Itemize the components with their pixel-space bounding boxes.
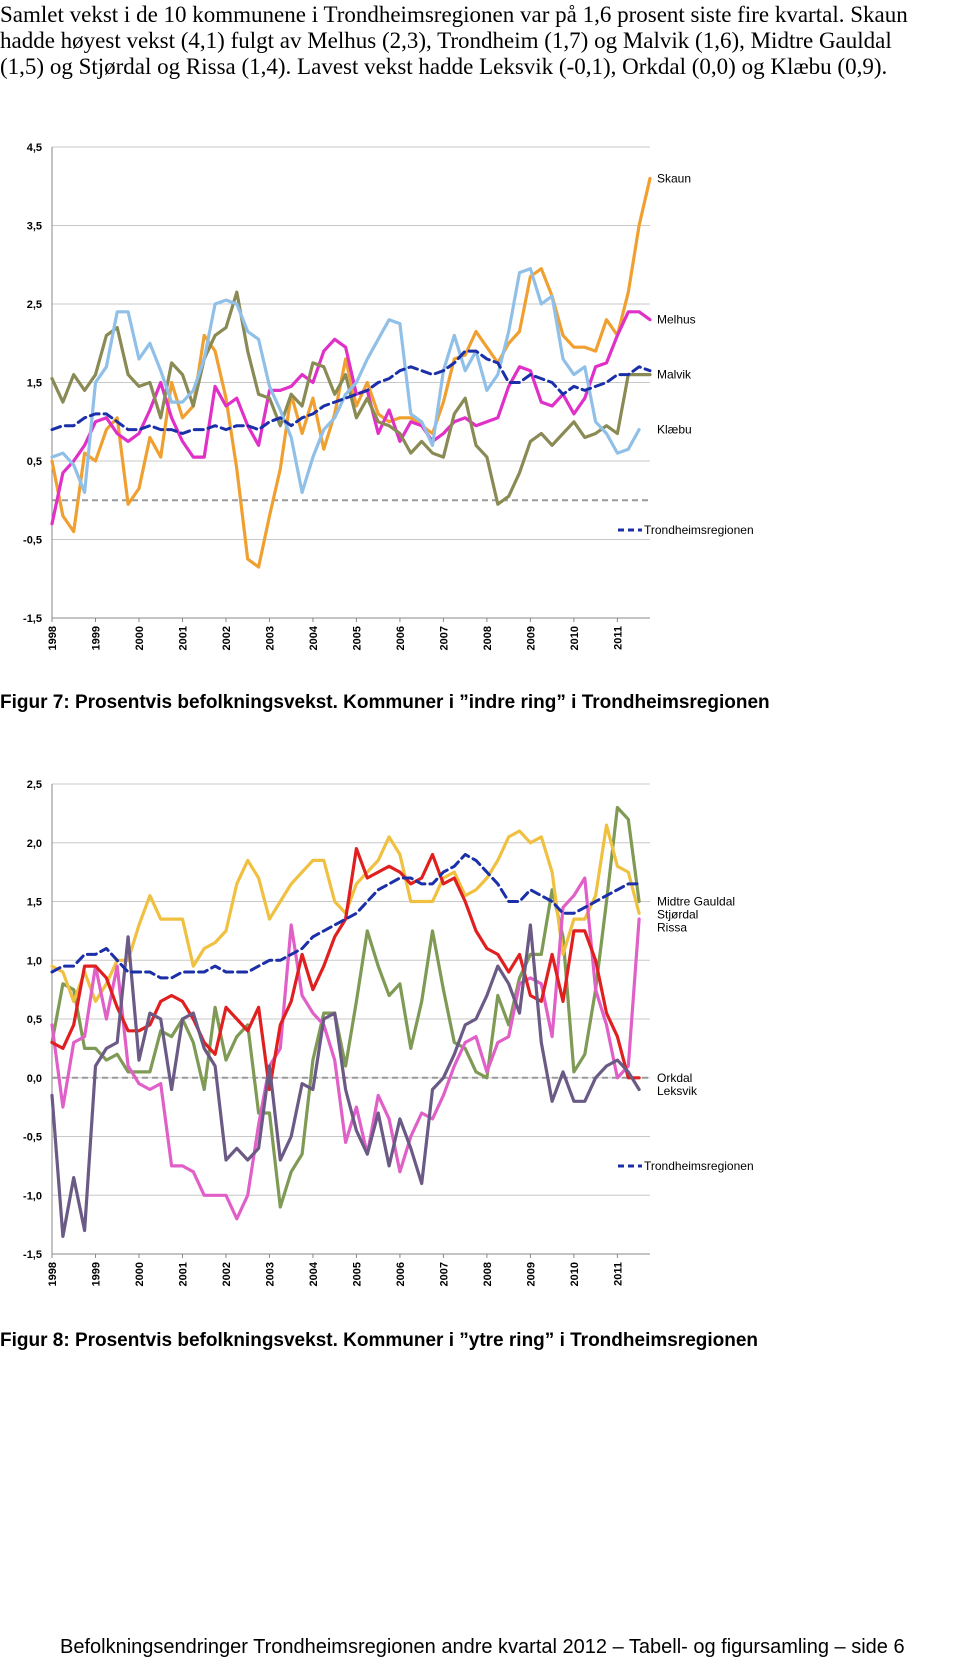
figure8-chart (0, 768, 960, 1318)
figure7-chart (0, 130, 960, 680)
x-tick-label: 2009 (525, 1262, 538, 1287)
y-tick-label: 1,0 (26, 955, 42, 968)
x-tick-label: 2007 (438, 626, 451, 651)
y-tick-label: 1,5 (26, 377, 42, 390)
x-tick-label: 2001 (177, 1262, 190, 1287)
x-tick-label: 2007 (438, 1262, 451, 1287)
x-tick-label: 2005 (351, 626, 364, 651)
series-label: Melhus (657, 312, 696, 327)
y-tick-label: 2,5 (26, 779, 42, 791)
x-tick-label: 2008 (481, 626, 494, 651)
intro-paragraph: Samlet vekst i de 10 kommunene i Trondheimsregionen var på 1,6 prosent siste fire kvartal. Skaun hadde høyest vekst (4,1) fulgt av Melhus (2,3), Trondheim (1,7) og Malvik (1,6), Midtre Gauldal (1,5) og Stjørdal og Rissa (1,4). Lavest vekst hadde Leksvik (-0,1), Orkdal (0,0) og Klæbu (0,9). (0, 2, 908, 79)
x-tick-label: 1999 (90, 626, 103, 651)
x-tick-label: 1998 (47, 626, 59, 651)
x-tick-label: 2010 (568, 626, 581, 651)
x-tick-label: 2003 (264, 1262, 277, 1287)
y-tick-label: 2,5 (26, 299, 42, 311)
x-tick-label: 2004 (307, 626, 320, 651)
x-tick-label: 2008 (481, 1262, 494, 1287)
x-tick-label: 2002 (220, 1262, 233, 1287)
x-tick-label: 2009 (525, 626, 538, 651)
y-tick-label: 4,5 (26, 142, 42, 154)
x-tick-label: 2004 (307, 1262, 320, 1287)
legend-label: Trondheimsregionen (644, 1159, 754, 1173)
series-label: Midtre Gauldal (657, 894, 736, 909)
x-tick-label: 2005 (351, 1262, 364, 1287)
x-tick-label: 2006 (394, 626, 407, 651)
figure7-svg (0, 130, 960, 680)
series-label: Malvik (657, 367, 692, 382)
figure7-caption: Figur 7: Prosentvis befolkningsvekst. Kommuner i ”indre ring” i Trondheimsregionen (0, 692, 770, 713)
y-tick-label: -1,5 (23, 1249, 42, 1261)
page-footer: Befolkningsendringer Trondheimsregionen andre kvartal 2012 – Tabell- og figursamling – side 6 (60, 1636, 905, 1658)
figure8-svg (0, 768, 960, 1318)
y-tick-label: -0,5 (23, 534, 42, 547)
legend-label: Trondheimsregionen (644, 523, 754, 537)
series-label: Klæbu (657, 422, 692, 437)
y-tick-label: -1,0 (23, 1190, 42, 1203)
x-tick-label: 1999 (90, 1262, 103, 1287)
y-tick-label: 2,0 (26, 837, 42, 850)
series-label: Stjørdal (657, 907, 699, 922)
series-label: Rissa (657, 920, 688, 935)
x-tick-label: 2001 (177, 626, 190, 651)
x-tick-label: 2002 (220, 626, 233, 651)
y-tick-label: 0,0 (26, 1072, 42, 1085)
x-tick-label: 2006 (394, 1262, 407, 1287)
figure8-caption: Figur 8: Prosentvis befolkningsvekst. Kommuner i ”ytre ring” i Trondheimsregionen (0, 1330, 759, 1351)
y-tick-label: 0,5 (26, 1014, 42, 1026)
x-tick-label: 2010 (568, 1262, 581, 1287)
x-tick-label: 2000 (133, 626, 146, 651)
y-tick-label: 0,5 (26, 456, 42, 468)
x-tick-label: 2011 (612, 626, 625, 650)
y-tick-label: -0,5 (23, 1131, 42, 1144)
y-tick-label: 1,5 (26, 896, 42, 909)
x-tick-label: 2011 (612, 1262, 625, 1286)
x-tick-label: 2003 (264, 626, 277, 651)
x-tick-label: 1998 (47, 1262, 59, 1287)
series-label: Orkdal (657, 1070, 693, 1085)
series-label: Leksvik (657, 1083, 698, 1098)
series-label: Skaun (657, 171, 692, 186)
y-tick-label: 3,5 (26, 220, 42, 233)
y-tick-label: -1,5 (23, 613, 42, 625)
x-tick-label: 2000 (133, 1262, 146, 1287)
series-line-rissa (52, 878, 639, 1219)
